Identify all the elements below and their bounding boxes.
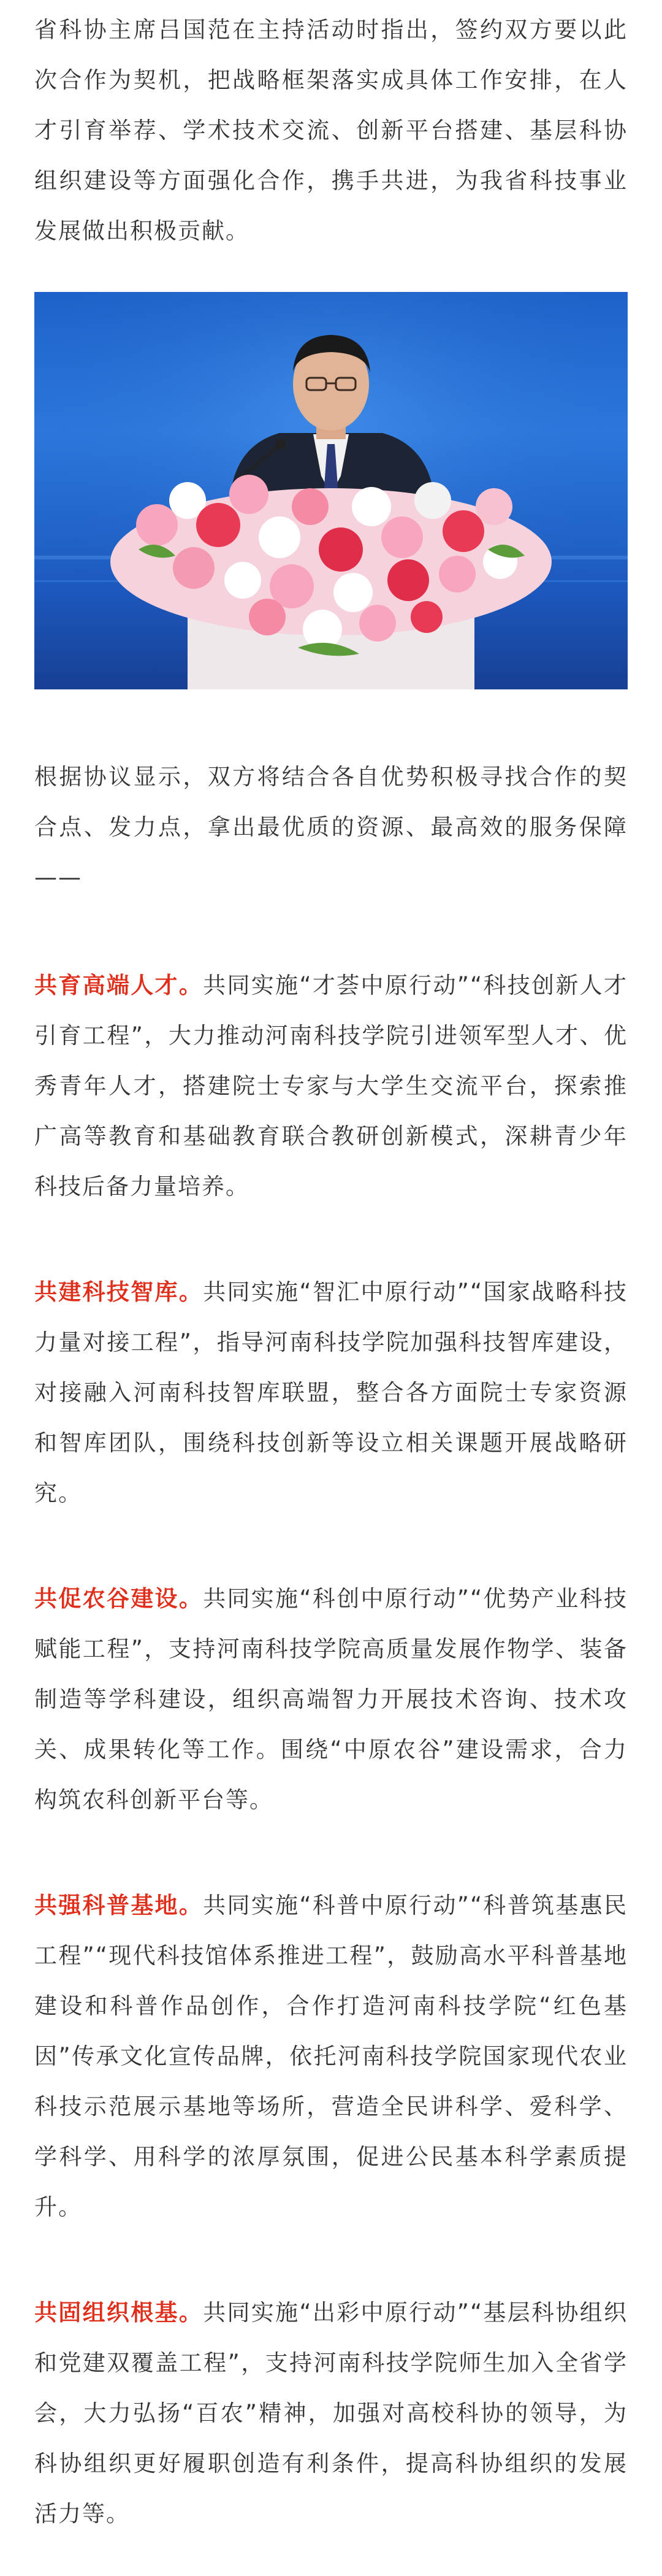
section-body: 共同实施“出彩中原行动”“基层科协组织和党建双覆盖工程”，支持河南科技学院师生加入全省学会，大力弘扬“百农”精神，加强对高校科协的领导，为科协组织更好履职创造有利条件，提高科协组织的发展活力等。: [34, 2299, 628, 2527]
section-heading: 共强科普基地。: [34, 1892, 204, 1919]
section-heading: 共促农谷建设。: [34, 1585, 204, 1612]
speaker-photo: [34, 292, 628, 689]
agreement-paragraph: 根据协议显示，双方将结合各自优势积极寻找合作的契合点、发力点，拿出最优质的资源、最高效的服务保障——: [34, 764, 628, 891]
intro-paragraph: 省科协主席吕国范在主持活动时指出，签约双方要以此次合作为契机，把战略框架落实成具体工作安排，在人才引育举荐、学术技术交流、创新平台搭建、基层科协组织建设等方面强化合作，携手共进，为我省科技事业发展做出积极贡献。: [34, 17, 628, 244]
section-science-base: [34, 1880, 628, 2233]
speaker-photo-illustration: [34, 292, 628, 689]
section-talent: [34, 960, 628, 1212]
section-heading: 共建科技智库。: [34, 1279, 204, 1305]
section-body: 共同实施“智汇中原行动”“国家战略科技力量对接工程”，指导河南科技学院加强科技智库建设，对接融入河南科技智库联盟，整合各方面院士专家资源和智库团队，围绕科技创新等设立相关课题开展战略研究。: [34, 1279, 628, 1506]
section-body: 共同实施“科普中原行动”“科普筑基惠民工程”“现代科技馆体系推进工程”，鼓励高水平科普基地建设和科普作品创作，合作打造河南科技学院“红色基因”传承文化宣传品牌，依托河南科技学院国家现代农业科技示范展示基地等场所，营造全民讲科学、爱科学、学科学、用科学的浓厚氛围，促进公民基本科学素质提升。: [34, 1892, 628, 2220]
section-organization: [34, 2288, 628, 2539]
section-heading: 共固组织根基。: [34, 2299, 204, 2326]
section-body: 共同实施“才荟中原行动”“科技创新人才引育工程”，大力推动河南科技学院引进领军型人才、优秀青年人才，搭建院士专家与大学生交流平台，探索推广高等教育和基础教育联合教研创新模式，深耕青少年科技后备力量培养。: [34, 972, 628, 1200]
section-body: 共同实施“科创中原行动”“优势产业科技赋能工程”，支持河南科技学院高质量发展作物学、装备制造等学科建设，组织高端智力开展技术咨询、技术攻关、成果转化等工作。围绕“中原农谷”建设需求，合力构筑农科创新平台等。: [34, 1585, 628, 1813]
section-heading: 共育高端人才。: [34, 972, 204, 999]
section-agri-valley: [34, 1574, 628, 1825]
section-think-tank: [34, 1267, 628, 1519]
